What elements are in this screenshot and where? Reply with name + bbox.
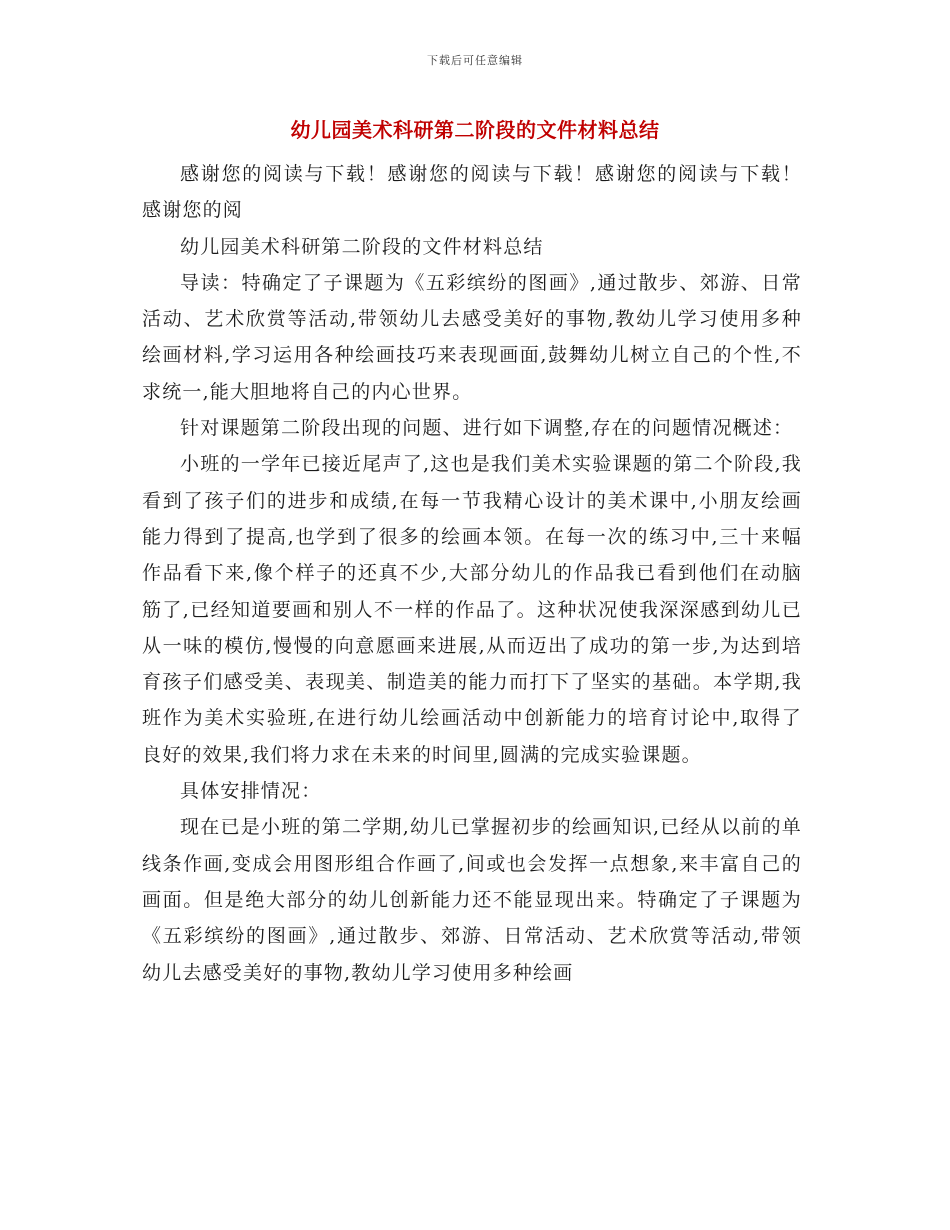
paragraph-arrangement: 现在已是小班的第二学期,幼儿已掌握初步的绘画知识,已经从以前的单线条作画,变成会用图形组合作画了,间或也会发挥一点想象,来丰富自己的画面。但是绝大部分的幼儿创新能力还不能显现出来。特确定了子课题为《五彩缤纷的图画》,通过散步、郊游、日常活动、艺术欣赏等活动,带领幼儿去感受美好的事物,教幼儿学习使用多种绘画 xyxy=(142,816,802,984)
paragraph-intro: 导读：特确定了子课题为《五彩缤纷的图画》,通过散步、郊游、日常活动、艺术欣赏等活动,带领幼儿去感受美好的事物,教幼儿学习使用多种绘画材料,学习运用各种绘画技巧来表现画面,鼓舞幼儿树立自己的个性,不求统一,能大胆地将自己的内心世界。 xyxy=(142,271,802,403)
paragraph-thanks: 感谢您的阅读与下载！感谢您的阅读与下载！感谢您的阅读与下载！感谢您的阅 xyxy=(142,163,802,222)
header-note: 下载后可任意编辑 xyxy=(427,54,523,67)
document-body xyxy=(142,156,802,991)
paragraph-subtitle: 幼儿园美术科研第二阶段的文件材料总结 xyxy=(180,235,544,258)
paragraph-progress: 小班的一学年已接近尾声了,这也是我们美术实验课题的第二个阶段,我看到了孩子们的进步和成绩,在每一节我精心设计的美术课中,小朋友绘画能力得到了提高,也学到了很多的绘画本领。在每一次的练习中,三十来幅作品看下来,像个样子的还真不少,大部分幼儿的作品我已看到他们在动脑筋了,已经知道要画和别人不一样的作品了。这种状况使我深深感到幼儿已从一味的模仿,慢慢的向意愿画来进展,从而迈出了成功的第一步,为达到培育孩子们感受美、表现美、制造美的能力而打下了坚实的基础。本学期,我班作为美术实验班,在进行幼儿绘画活动中创新能力的培育讨论中,取得了良好的效果,我们将力求在未来的时间里,圆满的完成实验课题。 xyxy=(142,453,802,766)
document-title: 幼儿园美术科研第二阶段的文件材料总结 xyxy=(290,118,660,142)
paragraph-problems: 针对课题第二阶段出现的问题、进行如下调整,存在的问题情况概述： xyxy=(180,417,794,440)
paragraph-arrangement-heading: 具体安排情况： xyxy=(180,780,322,803)
